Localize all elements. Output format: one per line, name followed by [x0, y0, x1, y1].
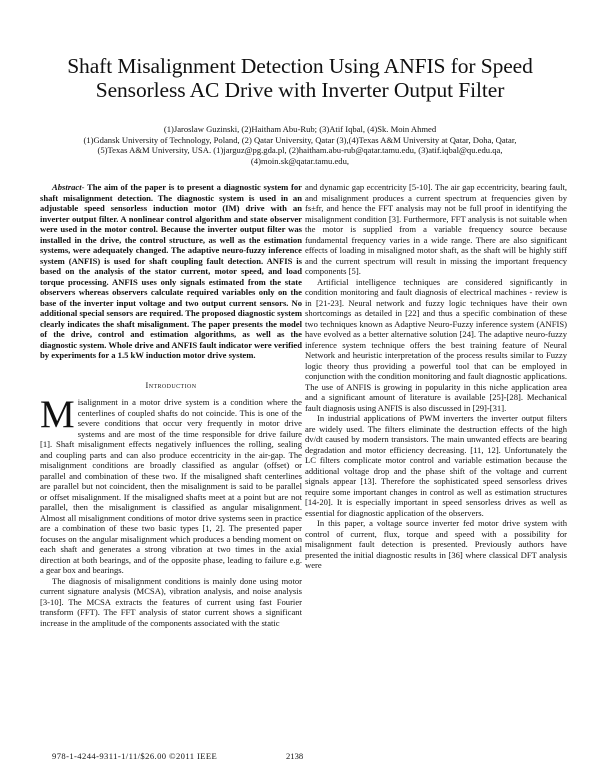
right-paragraph-4: In this paper, a voltage source inverter fed motor drive system with control of current, flux, torque and speed with a possibility for misalignment fault detection is presented. Previously authors have presented the initial diagnostic results in [36] where classical DFT analysis were	[305, 518, 567, 570]
author-emails: (5)Texas A&M University, USA. (1)jarguz@pg.gda.pl, (2)haitham.abu-rub@qatar.tamu.edu, (3)atif.iqbal@qu.edu.qa,	[97, 145, 503, 156]
page-number: 2138	[286, 751, 304, 761]
author-affiliations: (1)Gdansk University of Technology, Poland, (2) Qatar University, Qatar (3),(4)Texas A&M University at Qatar, Doha, Qatar,	[83, 134, 517, 145]
author-block	[30, 124, 570, 166]
intro-paragraph-1-text: isalignment in a motor drive system is a condition where the centerlines of coupled shafts do not coincide. This is one of the severe conditions that occur very frequently in motor drive systems and are most of the time responsible for drive failure [1]. Shaft misalignment effects negatively influences the rolling, sealing and coupling parts and can also produce eccentricity in the air-gap. The misalignment conditions are broadly classified as angular (offset) or parallel and combination of these two. If the misaligned shaft centerlines are parallel but not coincident, then the misalignment is said to be parallel or offset misalignment. If the misaligned shafts meet at a point but are not parallel, then the misalignment is classified as angular misalignment. Almost all misalignment conditions of motor drive systems seen in practice are a combination of these two basic types [1, 2]. The presented paper focuses on the angular misalignment which produces a bending moment on each shaft and generates a strong vibration at two times in the axial direction at both bearings, and of the opposite phase, leading to failure e.g. a gear box and bearings.	[40, 397, 302, 575]
author-names: (1)Jaroslaw Guzinski, (2)Haitham Abu-Rub; (3)Atif Iqbal, (4)Sk. Moin Ahmed	[163, 124, 437, 134]
drop-cap: M	[40, 393, 75, 436]
abstract-label: Abstract-	[52, 182, 85, 192]
abstract	[40, 182, 302, 361]
paper-title: Shaft Misalignment Detection Using ANFIS for Speed Sensorless AC Drive with Inverter Output Filter	[67, 54, 533, 102]
left-column	[40, 182, 302, 628]
section-heading-introduction: Introduction	[145, 380, 197, 390]
intro-paragraph-2: The diagnosis of misalignment conditions is mainly done using motor current signature analysis (MCSA), vibration analysis, and noise analysis [3-10]. The MCSA extracts the features of current using fast Fourier transform (FFT). The FFT analysis of stator current shows a significant increase in the amplitude of the components associated with the static	[40, 575, 302, 628]
right-paragraph-2: Artificial intelligence techniques are considered significantly in condition monitoring and fault diagnosis of electrical machines - review is in [21-23]. Neural network and fuzzy logic techniques have their own shortcomings as detailed in [22] and thus a specific combination of these two techniques known as Adaptive Neuro-Fuzzy inference system (ANFIS) have evolved as a better alternative solution [24]. The adaptive neuro-fuzzy inference system technique offers the best training feature of Neural Network and heuristic interpretation of the process results similar to Fuzzy logic theory thus providing a powerful tool that can be employed in conjunction with the condition monitoring and fault diagnostic applications. The use of ANFIS is growing in popularity in this niche application area and a significant amount of literature is available [25]-[28]. Mechanical fault diagnosis using ANFIS is also discussed in [29]-[31].	[305, 276, 567, 413]
right-paragraph-1: and dynamic gap eccentricity [5-10]. The air gap eccentricity, bearing fault, and misalignment produces a current spectrum at frequencies given by fs±fr, and hence the FFT analysis may not be full proof in identifying the misalignment condition [3]. Furthermore, FFT analysis is not suitable when the motor is supplied from a variable frequency source because fundamental frequency varies in a wide range. There are also significant effects of loading in misaligned motor shaft, as the shaft will be highly stiff and the current spectrum will result in missing the important frequency components [5].	[305, 182, 567, 276]
right-column	[305, 182, 567, 571]
intro-paragraph-1	[40, 393, 302, 576]
footer-isbn: 978-1-4244-9311-1/11/$26.00 ©2011 IEEE	[52, 751, 218, 761]
abstract-text: The aim of the paper is to present a diagnostic system for shaft misalignment detection. The diagnostic system is used in an adjustable speed sensorless induction motor (IM) drive with an inverter output filter. A nonlinear control algorithm and state observer were used in the motor control. Because the inverter output filter was installed in the drive, the control structure, as well as the estimation systems, were adequately changed. The adaptive neuro-fuzzy inference system (ANFIS) is used for shaft coupling fault detection. ANFIS is based on the analysis of the stator current, motor speed, and load torque processing. ANFIS uses only signals estimated from the state observers whereas observers calculate required variables only on the base of the inverter input voltage and two output current sensors. No additional special sensors are required. The proposed diagnostic system clearly indicates the shaft misalignment. The paper presents the model of the drive, control and estimation algorithms, as well as the diagnostic system. Whole drive and ANFIS fault indicator were verified by experiments for a 1.5 kW induction motor drive system.	[40, 182, 302, 360]
author-email-extra: (4)moin.sk@qatar.tamu.edu,	[250, 155, 350, 166]
right-paragraph-3: In industrial applications of PWM inverters the inverter output filters are widely used. The filters eliminate the destruction effects of the high dv/dt caused by modern transistors. The main unwanted effects are bearing degradation and motor efficiency decreasing. [11, 12]. Unfortunately the LC filters complicate motor control and variable estimation because the additional voltage drop and the phase shift of the voltage and current signals appear [13]. Therefore the sophisticated speed sensorless drives require some important changes in control as well as estimation structures [14-20]. It is especially important in speed sensorless drives as well as essential for diagnostic application of the observers.	[305, 413, 567, 518]
